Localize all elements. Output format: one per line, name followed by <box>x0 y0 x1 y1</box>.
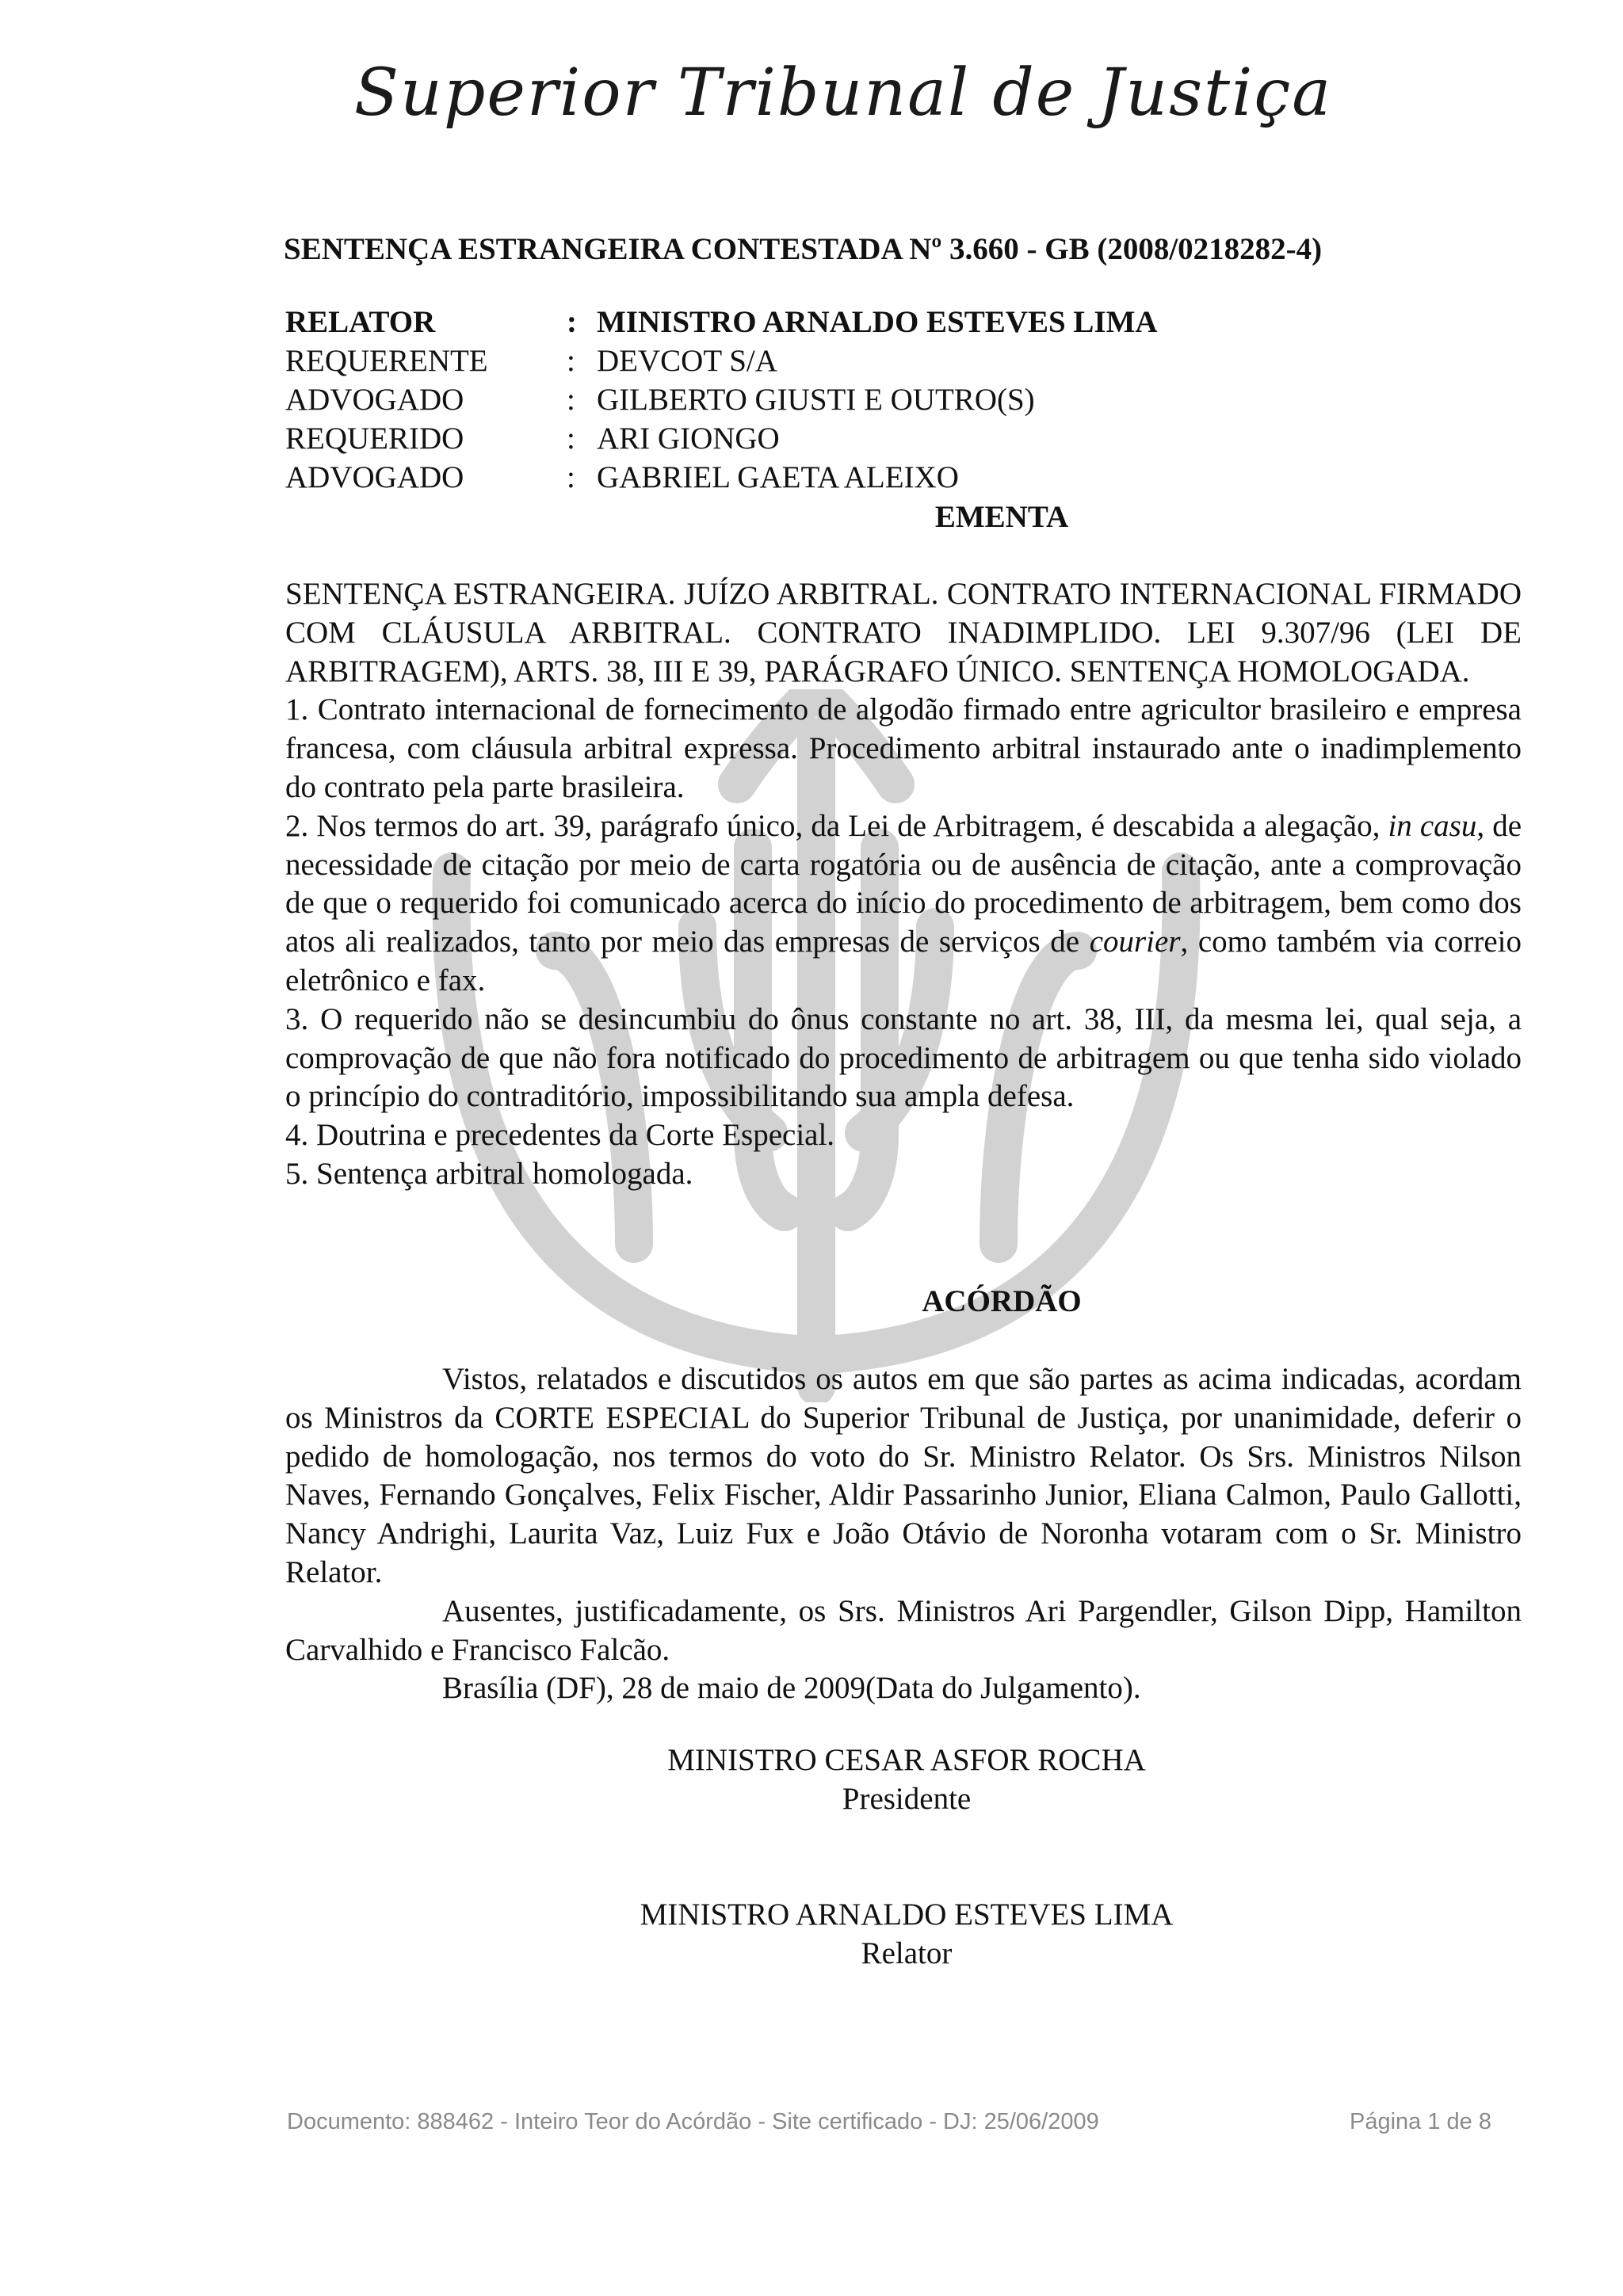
ementa-summary: SENTENÇA ESTRANGEIRA. JUÍZO ARBITRAL. CONTRATO INTERNACIONAL FIRMADO COM CLÁUSULA ARBITRAL. CONTRATO INADIMPLIDO. LEI 9.307/96 (LEI DE ARBITRAGEM), ARTS. 38, III E 39, PARÁGRAFO ÚNICO. SENTENÇA HOMOLOGADA. <box>285 577 1522 688</box>
acordao-paragraph: Ausentes, justificadamente, os Srs. Ministros Ari Pargendler, Gilson Dipp, Hamilton Carvalhido e Francisco Falcão. <box>285 1593 1522 1667</box>
party-name: ARI GIONGO <box>597 421 780 456</box>
party-row <box>285 458 1158 497</box>
ementa-item-4: 4. Doutrina e precedentes da Corte Especial. <box>285 1118 835 1153</box>
ementa-item-2-latin-term: in casu <box>1388 808 1477 843</box>
ementa-item-2-foreign-term: courier <box>1089 925 1181 959</box>
party-row <box>285 380 1158 419</box>
footer-document-info: Documento: 888462 - Inteiro Teor do Acórdão - Site certificado - DJ: 25/06/2009 <box>287 2109 1099 2134</box>
party-role: ADVOGADO <box>285 460 464 494</box>
ementa-item-2 <box>285 807 1522 1001</box>
ementa-item-2-text: , como também via correio eletrônico e fax. <box>285 925 1522 997</box>
party-row <box>285 419 1158 458</box>
president-signature <box>0 1741 1623 1818</box>
party-separator: : <box>567 305 577 339</box>
ementa-item-3: 3. O requerido não se desincumbiu do ônus constante no art. 38, III, da mesma lei, qual seja, a comprovação de que não fora notificado do procedimento de arbitragem ou que tenha sido violado o princípio do contraditório, impossibilitando sua ampla defesa. <box>285 1001 1522 1114</box>
president-name: MINISTRO CESAR ASFOR ROCHA <box>667 1743 1146 1777</box>
party-role: REQUERENTE <box>285 344 488 378</box>
party-name: GABRIEL GAETA ALEIXO <box>597 460 959 494</box>
footer-page-number: Página 1 de 8 <box>1350 2109 1491 2134</box>
acordao-heading: ACÓRDÃO <box>922 1284 1082 1318</box>
party-name: GILBERTO GIUSTI E OUTRO(S) <box>597 383 1035 417</box>
party-role: RELATOR <box>285 305 436 339</box>
acordao-body <box>285 1360 1522 1708</box>
party-separator: : <box>567 344 575 378</box>
ementa-item-2-text: , de necessidade de citação por meio de carta rogatória ou de ausência de citação, ante a comprovação de que o requerido foi comunicado acerca do início do procedimento de arbitragem, bem como dos atos ali realizados, tanto por meio das empresas de serviços de <box>285 808 1522 959</box>
president-title: Presidente <box>842 1782 972 1816</box>
court-name-header: Superior Tribunal de Justiça <box>353 55 1333 131</box>
ementa-item-2-text: 2. Nos termos do art. 39, parágrafo único, da Lei de Arbitragem, é descabida a alegação, <box>285 808 1388 843</box>
ementa-item-1: 1. Contrato internacional de fornecimento de algodão firmado entre agricultor brasileiro e empresa francesa, com cláusula arbitral expressa. Procedimento arbitral instaurado ante o inadimplemento do contrato pela parte brasileira. <box>285 692 1522 804</box>
parties-list <box>285 303 1158 497</box>
ementa-item-5: 5. Sentença arbitral homologada. <box>285 1156 693 1191</box>
acordao-paragraph: Vistos, relatados e discutidos os autos em que são partes as acima indicadas, acordam os Ministros da CORTE ESPECIAL do Superior Tribunal de Justiça, por unanimidade, deferir o pedido de homologação, nos termos do voto do Sr. Ministro Relator. Os Srs. Ministros Nilson Naves, Fernando Gonçalves, Felix Fischer, Aldir Passarinho Junior, Eliana Calmon, Paulo Gallotti, Nancy Andrighi, Laurita Vaz, Luiz Fux e João Otávio de Noronha votaram com o Sr. Ministro Relator. <box>285 1362 1522 1589</box>
party-role: ADVOGADO <box>285 383 464 417</box>
case-title: SENTENÇA ESTRANGEIRA CONTESTADA Nº 3.660 - GB (2008/0218282-4) <box>284 232 1323 266</box>
party-separator: : <box>567 383 575 417</box>
relator-title: Relator <box>861 1936 953 1970</box>
party-separator: : <box>567 421 575 456</box>
party-role: REQUERIDO <box>285 421 464 456</box>
party-name: DEVCOT S/A <box>597 344 777 378</box>
page-footer <box>287 2109 1491 2135</box>
relator-name: MINISTRO ARNALDO ESTEVES LIMA <box>640 1897 1174 1932</box>
party-row <box>285 341 1158 380</box>
party-row <box>285 303 1158 341</box>
party-separator: : <box>567 460 575 494</box>
relator-signature <box>0 1895 1623 1973</box>
ementa-body <box>285 575 1522 1194</box>
ementa-heading: EMENTA <box>934 500 1069 534</box>
acordao-date: Brasília (DF), 28 de maio de 2009(Data do Julgamento). <box>442 1671 1141 1706</box>
party-name: MINISTRO ARNALDO ESTEVES LIMA <box>597 305 1158 339</box>
